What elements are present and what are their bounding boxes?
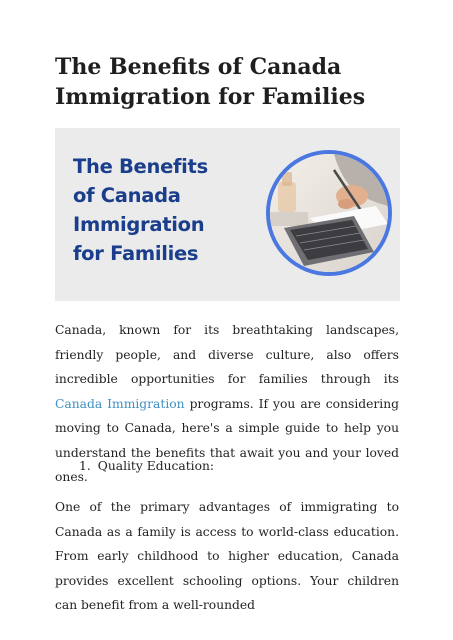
banner-line: Immigration — [73, 213, 205, 236]
list-number: 1. — [79, 459, 91, 473]
banner-line: The Benefits — [73, 155, 208, 178]
canada-immigration-link[interactable]: Canada Immigration — [55, 396, 185, 411]
page-title: The Benefits of Canada Immigration for Families — [55, 54, 366, 110]
intro-text: Canada, known for its breathtaking landscapes, friendly people, and diverse culture, also offers incredible opportunities for families through its — [55, 323, 399, 386]
banner-line: of Canada — [73, 184, 181, 207]
banner-heading — [73, 152, 243, 268]
hero-banner — [55, 128, 400, 301]
list-label: Quality Education: — [97, 459, 215, 473]
person-writing-at-laptop-image — [270, 154, 388, 272]
banner-line: for Families — [73, 242, 199, 265]
education-paragraph: One of the primary advantages of immigrating to Canada as a family is access to world-class education. From early childhood to higher education, Canada provides excellent schooling options. Your children can benefit from a well-rounded — [55, 500, 399, 612]
banner-photo — [266, 150, 392, 276]
list-item — [79, 456, 214, 476]
intro-text-end: programs. If you are considering moving to Canada, here's a simple guide to help you understand the benefits that await you and your loved ones. — [55, 396, 399, 484]
